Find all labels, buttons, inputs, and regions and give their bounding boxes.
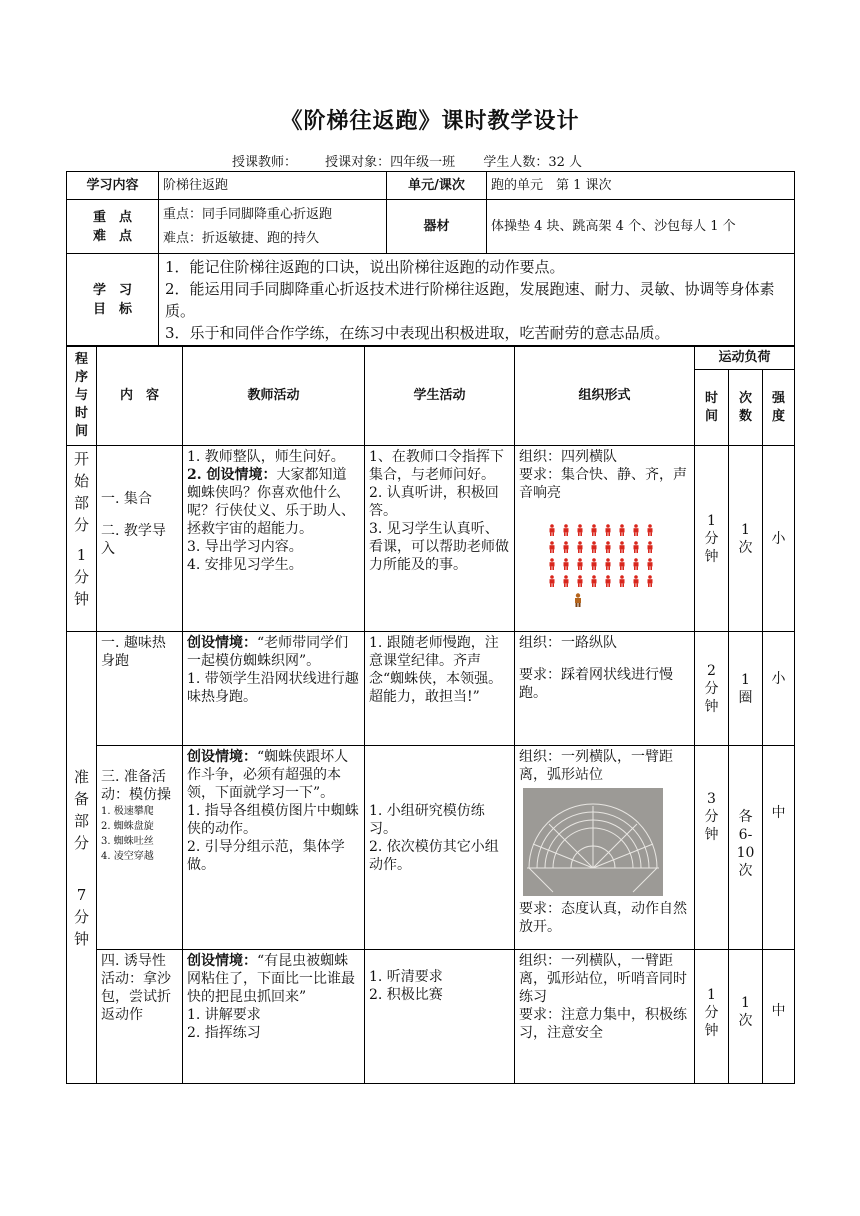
row3-content: 三. 准备活动：模仿操 1. 极速攀爬 2. 蜘蛛盘旋 3. 蜘蛛吐丝 4. 凌空穿越: [97, 746, 183, 950]
student-figure-icon: [629, 558, 643, 570]
student-figure-icon: [615, 524, 629, 536]
row2-count: 1圈: [729, 632, 763, 746]
goal-item: 2．能运用同手同脚降重心折返技术进行阶梯往返跑，发展跑速、耐力、灵敏、协调等身体素质。: [165, 280, 775, 320]
row3-intensity: 中: [763, 746, 795, 950]
row4-teacher-activity: 创设情境：“有昆虫被蜘蛛网粘住了，下面比一比谁最快的把昆虫抓回来” 1. 讲解要求 2. 指挥练习: [183, 950, 365, 1084]
student-figure-icon: [643, 541, 657, 553]
student-figure-icon: [629, 541, 643, 553]
row3-count: 各6-10次: [729, 746, 763, 950]
goal-item: 1．能记住阶梯往返跑的口诀，说出阶梯往返跑的动作要点。: [165, 258, 565, 276]
student-figure-icon: [587, 575, 601, 587]
student-figure-icon: [545, 558, 559, 570]
student-figure-icon: [629, 575, 643, 587]
student-figure-icon: [601, 524, 615, 536]
equipment-label: 器材: [387, 200, 487, 254]
move-item: 2. 蜘蛛盘旋: [101, 821, 154, 832]
target-class: 授课对象：四年级一班: [325, 155, 456, 170]
student-figure-icon: [587, 558, 601, 570]
student-figure-icon: [573, 541, 587, 553]
teacher-label: 授课教师：: [232, 155, 298, 170]
move-item: 3. 蜘蛛吐丝: [101, 836, 154, 847]
intensity-header: 强度: [763, 370, 795, 446]
student-figure-icon: [559, 541, 573, 553]
organization-header: 组织形式: [515, 346, 695, 446]
start-section: 开始部分 1分钟: [67, 446, 97, 632]
row1-content: 一. 集合 二. 教学导入: [97, 446, 183, 632]
row2-student-activity: 1. 跟随老师慢跑，注意课堂纪律。齐声念“蜘蛛侠，本领强。超能力，敢担当!”: [365, 632, 515, 746]
row1-student-activity: 1、在教师口令指挥下集合，与老师问好。 2. 认真听讲，积极回答。 3. 见习学生认真听、看课，可以帮助老师做力所能及的事。: [365, 446, 515, 632]
row1-organization: 组织：四列横队 要求：集合快、静、齐，声音响亮: [515, 446, 695, 632]
time-header: 时间: [695, 370, 729, 446]
student-figure-icon: [615, 575, 629, 587]
semicircle-formation-photo: [523, 788, 663, 896]
row2-teacher-activity: 创设情境：“老师带同学们一起模仿蜘蛛织网”。 1. 带领学生沿网状线进行趣味热身跑。: [183, 632, 365, 746]
goal-item: 3．乐于和同伴合作学练，在练习中表现出积极进取，吃苦耐劳的意志品质。: [165, 324, 670, 342]
document-title: 《阶梯往返跑》课时教学设计: [280, 109, 580, 134]
teacher-activity-header: 教师活动: [183, 346, 365, 446]
difficulty-point: 难点：折返敏捷、跑的持久: [163, 230, 320, 246]
student-figure-icon: [573, 558, 587, 570]
row1-teacher-activity: 1. 教师整队，师生问好。 2. 创设情境：大家都知道蜘蛛侠吗？你喜欢他什么呢？行侠仗义、乐于助人、拯救宇宙的超能力。 3. 导出学习内容。 4. 安排见习学生。: [183, 446, 365, 632]
move-item: 4. 凌空穿越: [101, 851, 154, 862]
row1-intensity: 小: [763, 446, 795, 632]
student-figure-icon: [601, 541, 615, 553]
goals-list: [159, 254, 795, 347]
goals-label-1: 学 习: [92, 283, 132, 298]
student-figure-icon: [545, 524, 559, 536]
row2-content: 一. 趣味热身跑: [97, 632, 183, 746]
student-figure-icon: [545, 575, 559, 587]
row3-organization: 组织：一列横队，一臂距离，弧形站位 要求：态度认真，动作自然放开。: [515, 746, 695, 950]
warmup-move-list: [101, 804, 178, 864]
row3-time: 3分钟: [695, 746, 729, 950]
difficulty-label: 难 点: [92, 228, 132, 244]
key-difficulty-value: [159, 200, 387, 254]
student-figure-icon: [615, 558, 629, 570]
row2-time: 2分钟: [695, 632, 729, 746]
student-figure-icon: [601, 575, 615, 587]
student-figure-icon: [559, 524, 573, 536]
student-activity-header: 学生活动: [365, 346, 515, 446]
count-header: 次数: [729, 370, 763, 446]
student-figure-icon: [643, 575, 657, 587]
student-figure-icon: [587, 541, 601, 553]
student-figure-icon: [643, 524, 657, 536]
student-figure-icon: [615, 541, 629, 553]
student-figure-icon: [559, 558, 573, 570]
student-figure-icon: [601, 558, 615, 570]
row4-count: 1次: [729, 950, 763, 1084]
content-label: 学习内容: [67, 172, 159, 200]
student-figure-icon: [573, 524, 587, 536]
row3-student-activity: 1. 小组研究模仿练习。 2. 依次模仿其它小组动作。: [365, 746, 515, 950]
student-figure-icon: [587, 524, 601, 536]
prep-section: 准备部分 7分钟: [67, 632, 97, 1084]
student-figure-icon: [545, 541, 559, 553]
key-point: 重点：同手同脚降重心折返跑: [163, 206, 333, 222]
lesson-procedure-table: [66, 345, 795, 1084]
class-info-line: [232, 151, 582, 170]
row4-time: 1分钟: [695, 950, 729, 1084]
unit-value: 跑的单元 第 1 课次: [487, 172, 795, 200]
row2-intensity: 小: [763, 632, 795, 746]
content-value: 阶梯往返跑: [159, 172, 387, 200]
row4-organization: 组织：一列横队，一臂距离，弧形站位，听哨音同时练习 要求：注意力集中，积极练习，注意安全: [515, 950, 695, 1084]
student-count: 学生人数：32 人: [483, 155, 582, 170]
row4-student-activity: 1. 听清要求 2. 积极比赛: [365, 950, 515, 1084]
unit-label: 单元/课次: [387, 172, 487, 200]
equipment-value: 体操垫 4 块、跳高架 4 个、沙包每人 1 个: [487, 200, 795, 254]
row4-content: 四. 诱导性活动：拿沙包，尝试折返动作: [97, 950, 183, 1084]
key-label: 重 点: [92, 209, 132, 225]
row4-intensity: 中: [763, 950, 795, 1084]
lesson-info-table: [66, 171, 795, 347]
row2-organization: 组织：一路纵队 要求：踩着网状线进行慢跑。: [515, 632, 695, 746]
goals-label-2: 目 标: [92, 302, 132, 317]
move-item: 1. 极速攀爬: [101, 806, 154, 817]
key-difficulty-label: [67, 200, 159, 254]
teacher-icon: [573, 593, 690, 612]
student-figure-icon: [573, 575, 587, 587]
student-figure-icon: [643, 558, 657, 570]
procedure-header: 程序与时间: [67, 346, 97, 446]
content-header: 内 容: [97, 346, 183, 446]
row1-count: 1次: [729, 446, 763, 632]
row3-teacher-activity: 创设情境：“蜘蛛侠跟坏人作斗争，必须有超强的本领，下面就学习一下”。 1. 指导各组模仿图片中蜘蛛侠的动作。 2. 引导分组示范，集体学做。: [183, 746, 365, 950]
row1-time: 1分钟: [695, 446, 729, 632]
student-figure-icon: [629, 524, 643, 536]
load-header: 运动负荷: [695, 346, 795, 370]
goals-label: [67, 254, 159, 347]
student-figure-icon: [559, 575, 573, 587]
four-rows-formation: [545, 524, 690, 587]
